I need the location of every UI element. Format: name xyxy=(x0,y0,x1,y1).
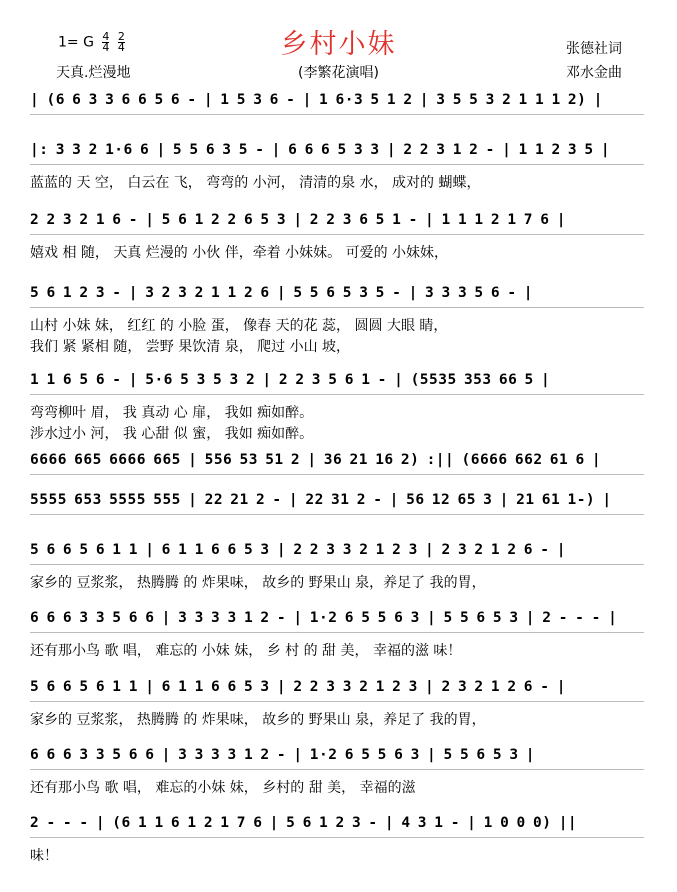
lyric-line: 还有那小鸟 歌 唱， 难忘的小妹 妹， 乡村的 甜 美， 幸福的滋 xyxy=(30,780,416,796)
notation-line: 5555 653 5555 555 | 22 21 2 - | 22 31 2 - | 56 12 65 3 | 21 61 1-) | xyxy=(30,492,612,508)
time-signature-2-4: $\frac{2}{4}$ xyxy=(117,30,125,54)
beam-underline xyxy=(30,701,644,702)
composer-credit: 邓水金曲 xyxy=(566,65,622,81)
lyric-line: 弯弯柳叶 眉， 我 真动 心 扉， 我如 痴如醉。 xyxy=(30,405,314,421)
beam-underline xyxy=(30,564,644,565)
beam-underline xyxy=(30,164,644,165)
notation-line: 5 6 6 5 6 1 1 | 6 1 1 6 6 5 3 | 2 2 3 3 2 1 2 3 | 2 3 2 1 2 6 - | xyxy=(30,679,566,695)
lyric-line: 嬉戏 相 随， 天真 烂漫的 小伙 伴，牵着 小妹妹。 可爱的 小妹妹， xyxy=(30,245,449,261)
notation-line: 5 6 6 5 6 1 1 | 6 1 1 6 6 5 3 | 2 2 3 3 2 1 2 3 | 2 3 2 1 2 6 - | xyxy=(30,542,566,558)
notation-line: | (6 6 3 3 6 6 5 6 - | 1 5 3 6 - | 1 6·3 5 1 2 | 3 5 5 3 2 1 1 1 2) | xyxy=(30,92,603,108)
beam-underline xyxy=(30,837,644,838)
notation-line: 2 - - - | (6 1 1 6 1 2 1 7 6 | 5 6 1 2 3 - | 4 3 1 - | 1 0 0 0) || xyxy=(30,815,578,831)
tempo-mood: 天真.烂漫地 xyxy=(56,65,131,81)
lyric-line: 我们 紧 紧相 随， 尝野 果饮清 泉， 爬过 小山 坡， xyxy=(30,339,351,355)
lyric-line: 家乡的 豆浆浆， 热腾腾 的 炸果味， 故乡的 野果山 泉，养足了 我的胃， xyxy=(30,712,486,728)
notation-line: 2 2 3 2 1 6 - | 5 6 1 2 2 6 5 3 | 2 2 3 6 5 1 - | 1 1 1 2 1 7 6 | xyxy=(30,212,566,228)
beam-underline xyxy=(30,474,644,475)
notation-line: 6666 665 6666 665 | 556 53 51 2 | 36 21 16 2) :|| (6666 662 61 6 | xyxy=(30,452,602,468)
beam-underline xyxy=(30,307,644,308)
beam-underline xyxy=(30,514,644,515)
lyric-line: 还有那小鸟 歌 唱， 难忘的 小妹 妹， 乡 村 的 甜 美， 幸福的滋 味！ xyxy=(30,643,462,659)
beam-underline xyxy=(30,632,644,633)
notation-line: |: 3 3 2 1·6 6 | 5 5 6 3 5 - | 6 6 6 5 3 3 | 2 2 3 1 2 - | 1 1 2 3 5 | xyxy=(30,142,611,158)
lyric-line: 蓝蓝的 天 空， 白云在 飞， 弯弯的 小河， 清清的泉 水， 成对的 蝴蝶， xyxy=(30,175,481,191)
key-label: 1= G xyxy=(58,34,94,51)
lyric-line: 山村 小妹 妹， 红红 的 小脸 蛋， 像春 天的花 蕊， 圆圆 大眼 睛， xyxy=(30,318,448,334)
notation-line: 1 1 6 5 6 - | 5·6 5 3 5 3 2 | 2 2 3 5 6 1 - | (5535 353 66 5 | xyxy=(30,372,551,388)
lyric-line: 涉水过小 河， 我 心甜 似 蜜， 我如 痴如醉。 xyxy=(30,426,314,442)
lyric-line: 味！ xyxy=(30,848,58,864)
beam-underline xyxy=(30,769,644,770)
beam-underline xyxy=(30,394,644,395)
notation-line: 5 6 1 2 3 - | 3 2 3 2 1 1 2 6 | 5 5 6 5 3 5 - | 3 3 3 5 6 - | xyxy=(30,285,534,301)
lyric-line: 家乡的 豆浆浆， 热腾腾 的 炸果味， 故乡的 野果山 泉，养足了 我的胃， xyxy=(30,575,486,591)
singer-credit: (李繁花演唱) xyxy=(298,65,379,81)
notation-line: 6 6 6 3 3 5 6 6 | 3 3 3 3 1 2 - | 1·2 6 5 5 6 3 | 5 5 6 5 3 | 2 - - - | xyxy=(30,610,618,626)
beam-underline xyxy=(30,234,644,235)
beam-underline xyxy=(30,114,644,115)
lyricist-credit: 张德社词 xyxy=(566,41,622,57)
key-signature xyxy=(58,32,125,53)
song-title: 乡村小妹 xyxy=(280,29,397,60)
notation-line: 6 6 6 3 3 5 6 6 | 3 3 3 3 1 2 - | 1·2 6 5 5 6 3 | 5 5 6 5 3 | xyxy=(30,747,536,763)
time-signature-4-4: $\frac{4}{4}$ xyxy=(102,30,110,54)
